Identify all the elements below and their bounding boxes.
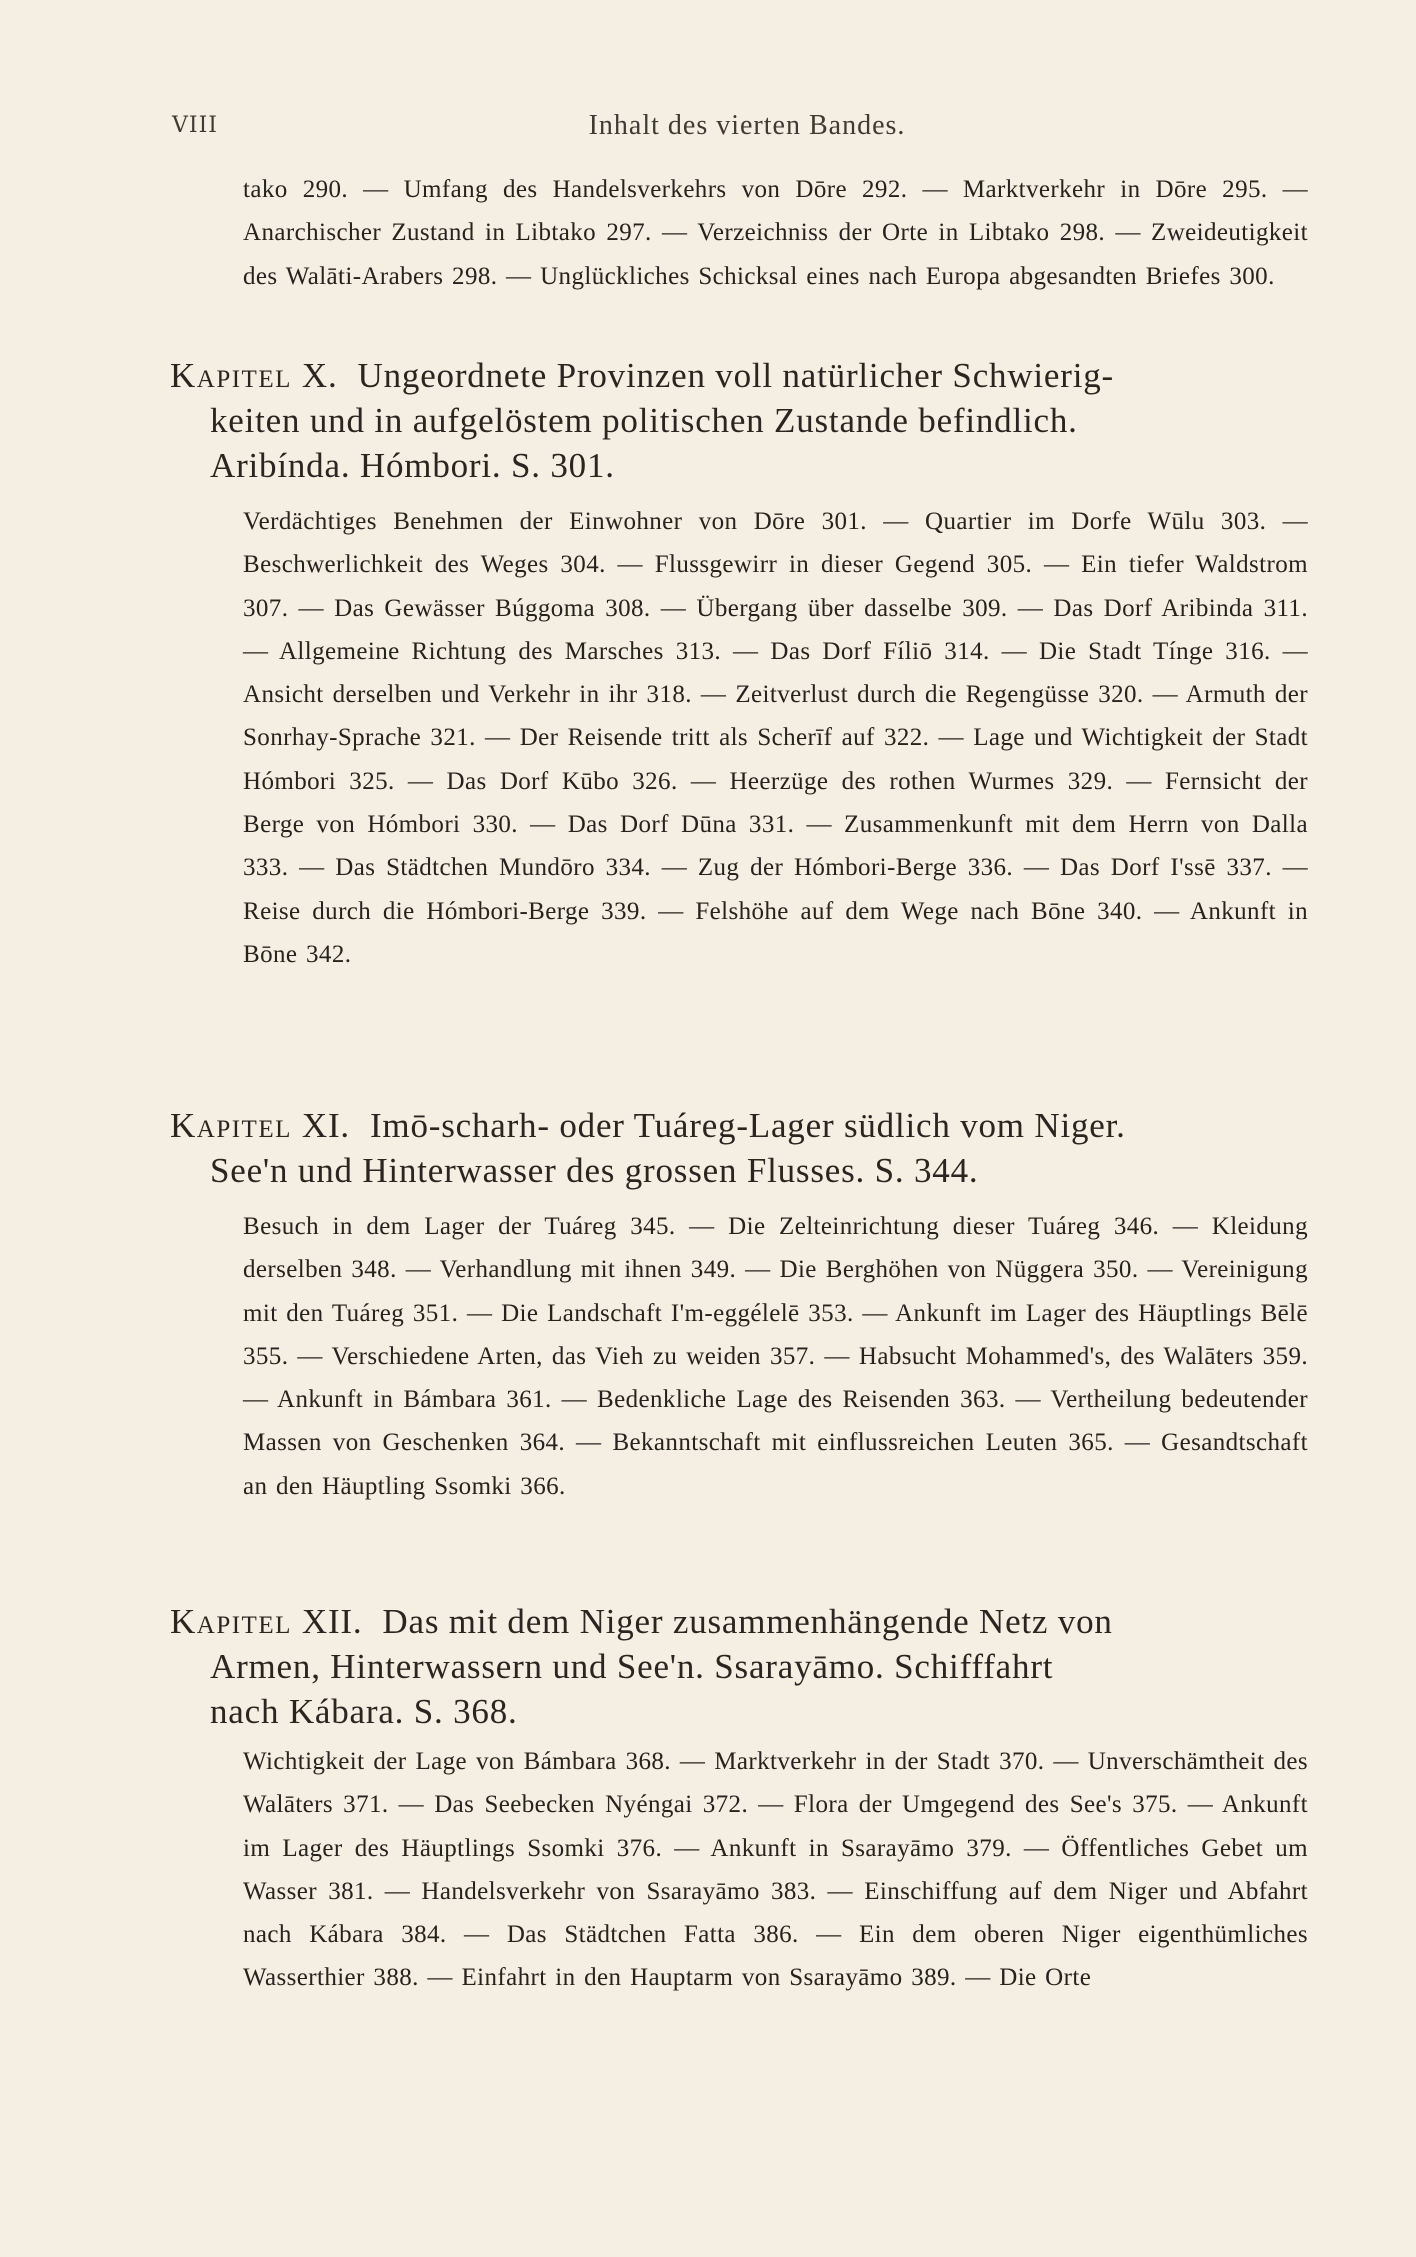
chapter-label: Kapitel (170, 356, 292, 395)
chapter-title-line-1: Das mit dem Niger zusammenhängende Netz von (382, 1602, 1113, 1641)
chapter-label: Kapitel (170, 1602, 292, 1641)
chapter-number: XI. (301, 1106, 350, 1145)
chapter-number: XII. (301, 1602, 363, 1641)
chapter-heading-11 (170, 1103, 1310, 1193)
chapter-title-line-3: Aribínda. Hómbori. S. 301. (210, 446, 615, 485)
chapter-11-summary: Besuch in dem Lager der Tuáreg 345. — Die Zelteinrichtung dieser Tuáreg 346. — Kleidung derselben 348. — Verhandlung mit ihnen 349. — Die Berghöhen von Nüggera 350. — Vereinigung mit den Tuáreg 351. — Die Landschaft I'm-eggélelē 353. — Ankunft im Lager des Häuptlings Bēlē 355. — Verschiedene Arten, das Vieh zu weiden 357. — Habsucht Mohammed's, des Walāters 359. — Ankunft in Bámbara 361. — Bedenkliche Lage des Reisenden 363. — Vertheilung bedeutender Massen von Geschenken 364. — Bekanntschaft mit einflussreichen Leuten 365. — Gesandtschaft an den Häuptling Ssomki 366. (243, 1213, 1308, 1500)
chapter-10-summary: Verdächtiges Benehmen der Einwohner von Dōre 301. — Quartier im Dorfe Wūlu 303. — Beschwerlichkeit des Weges 304. — Flussgewirr in dieser Gegend 305. — Ein tiefer Waldstrom 307. — Das Gewässer Búggoma 308. — Übergang über dasselbe 309. — Das Dorf Aribinda 311. — Allgemeine Richtung des Marsches 313. — Das Dorf Fíliō 314. — Die Stadt Tínge 316. — Ansicht derselben und Verkehr in ihr 318. — Zeitverlust durch die Regengüsse 320. — Armuth der Sonrhay-Sprache 321. — Der Reisende tritt als Scherīf auf 322. — Lage und Wichtigkeit der Stadt Hómbori 325. — Das Dorf Kūbo 326. — Heerzüge des rothen Wurmes 329. — Fernsicht der Berge von Hómbori 330. — Das Dorf Dūna 331. — Zusammenkunft mit dem Herrn von Dalla 333. — Das Städtchen Mundōro 334. — Zug der Hómbori-Berge 336. — Das Dorf I'ssē 337. — Reise durch die Hómbori-Berge 339. — Felshöhe auf dem Wege nach Bōne 340. — Ankunft in Bōne 342. (243, 508, 1308, 968)
chapter-heading-12 (170, 1599, 1310, 1734)
chapter-12-summary: Wichtigkeit der Lage von Bámbara 368. — Marktverkehr in der Stadt 370. — Unverschämtheit des Walāters 371. — Das Seebecken Nyéngai 372. — Flora der Umgegend des See's 375. — Ankunft im Lager des Häuptlings Ssomki 376. — Ankunft in Ssarayāmo 379. — Öffentliches Gebet um Wasser 381. — Handelsverkehr von Ssarayāmo 383. — Einschiffung auf dem Niger und Abfahrt nach Kábara 384. — Das Städtchen Fatta 386. — Ein dem oberen Niger eigenthümliches Wasserthier 388. — Einfahrt in den Hauptarm von Ssarayāmo 389. — Die Orte (243, 1748, 1308, 1992)
chapter-label: Kapitel (170, 1106, 292, 1145)
page-number: VIII (172, 113, 218, 138)
page-header (172, 106, 1312, 146)
chapter-title-line-3: nach Kábara. S. 368. (210, 1692, 518, 1731)
chapter-title-line-1: Ungeordnete Provinzen voll natürlicher Schwierig- (357, 356, 1114, 395)
chapter-title-line-2: keiten und in aufgelöstem politischen Zustande befindlich. (210, 401, 1078, 440)
chapter-number: X. (301, 356, 338, 395)
chapter-title-line-1: Imō-scharh- oder Tuáreg-Lager südlich vom Niger. (369, 1106, 1126, 1145)
running-head: Inhalt des vierten Bandes. (588, 110, 906, 141)
chapter-title-line-2: See'n und Hinterwasser des grossen Flusses. S. 344. (210, 1151, 979, 1190)
chapter-title-line-2: Armen, Hinterwassern und See'n. Ssarayāmo. Schifffahrt (210, 1647, 1054, 1686)
chapter-heading-10 (170, 353, 1310, 488)
intro-paragraph: tako 290. — Umfang des Handelsverkehrs von Dōre 292. — Marktverkehr in Dōre 295. — Anarchischer Zustand in Libtako 297. — Verzeichniss der Orte in Libtako 298. — Zweideutigkeit des Walāti-Arabers 298. — Unglückliches Schicksal eines nach Europa abgesandten Briefes 300. (243, 176, 1308, 290)
